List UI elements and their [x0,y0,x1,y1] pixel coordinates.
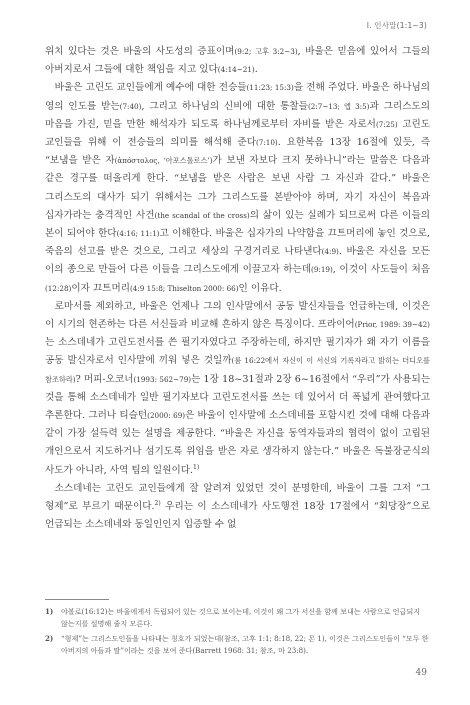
footnote [45,606,430,631]
text-run: 고린도 교인들을 위해 이 전승들의 의미를 해석해 준다 [45,118,430,149]
text-run: 소스데네는 고린도 교인들에게 잘 알려져 있었던 것이 분명한데, 바울이 그를 그저 “그 형제”로 부르기 때문이다. [45,482,430,513]
text-run: . 바울은 자신을 모든 이의 종으로 만들어 다른 이들을 그리스도에게 이끌고자 하는데 [45,246,430,276]
text-run: , 이것이 사도들이 처음 [332,264,431,276]
text-run: , 바울은 믿음에 있어서 그들의 아버지로서 그들에 대한 책임을 지고 있다 [45,46,430,76]
citation: (ἀπόστολος, ‘아포스톨로스’) [114,156,213,166]
text-run: 인 이유다. [238,282,282,294]
citation: (the scandal of the cross) [154,210,250,220]
footnote [45,633,430,658]
paragraph [45,79,430,297]
text-run: 우리는 이 소스데네가 사도행전 18장 17절에서 “회당장”으로 언급되는 소스데네와 동일인인지 입증할 수 없 [45,501,430,531]
citation: (2000: 69) [147,411,186,421]
text-run: 는 1장 18~31절과 2장 6~16절에서 “우리”가 사용되는 것을 통해 소스데네가 일반 필기자보다 고린도전서를 쓰는 데 있어서 더 폭넓게 관여했다고 추론한다. 그러나 티슬턴 [45,373,430,422]
paragraph [45,480,430,535]
citation: (9:19) [311,265,333,275]
footnote-text: “형제”는 그리스도인들을 나타내는 칭호가 되었는데(참조, 고후 1:1; 8:18, 22; 몬 1), 이것은 그리스도인들이 “모두 한 아버지의 아들과 딸”이라는 것을 보여 준다(Barrett 1968: 31; 참조, 마 23:8). [61,633,429,656]
citation: (4:14~21) [217,65,255,75]
text-run: 고 이해한다. 바울은 십자가의 나약함을 끄트머리에 놓인 것으로, 죽음의 선고를 받은 것으로, 그리고 세상의 구경거리로 나타낸다 [45,228,430,258]
text-run: 로마서를 제외하고, 바울은 언제나 그의 인사말에서 공동 발신자들을 언급하는데, 이것은 이 시기의 현존하는 다른 서신들과 비교해 흔하지 않은 특징이다. 프라이어 [45,300,430,331]
text-run: 이자 끄트머리 [71,282,130,294]
citation: (롬 16:22에서 자신이 이 서신의 기록자라고 밝히는 더디오를 참조하라) [45,356,430,384]
text-run: 과 그리스도의 마음을 가진, 믿을 만한 해석자가 되도록 하나님께로부터 자비를 받은 자로서 [45,100,430,130]
text-run: ? 머피-오코너 [75,373,134,385]
citation: (7:25) [375,119,398,129]
footnote-number: 2) [45,633,54,643]
text-run: 의 삶이 있는 실례가 되므로써 다른 이들의 본이 되어야 한다 [45,209,430,240]
citation: (2:7~13; 엡 3:5) [307,101,370,111]
text-run: . 요한복음 13장 16절에 있듯, 즉 “보냄을 받은 자 [45,137,430,167]
text-run: , 그리고 하나님의 신비에 대한 통찰들 [141,100,308,112]
footnote-ref: 2) [154,499,161,507]
paragraph [45,43,430,79]
text-run: . [254,64,258,76]
main-text [45,43,430,534]
paragraph [45,298,430,480]
citation: (7:40) [119,101,142,111]
citation: (11:23; 15:3) [246,83,294,93]
citation: (1993: 562~79) [133,374,192,384]
footnote-number: 1) [45,607,54,616]
text-run: 은 바울이 인사말에 소스데네를 포함시킨 것에 대해 다음과 같이 가장 설득력 있는 설명을 제공한다. “바울은 자신을 동역자들과의 협력이 없이 고립된 개인으로서 지도하거나 섬기도록 위임을 받은 자로 생각하지 않는다.” 바울은 독불장군식의 사도가 아니라, 사역 팀의 일원이다. [45,410,430,476]
citation: (4:16; 11:1) [116,229,160,239]
running-head: Ⅰ. 인사말(1:1~3) [366,21,427,30]
footnote-ref: 1) [193,463,200,471]
footnotes [45,606,430,660]
citation: (12:28) [45,283,72,293]
text-run: 가 보낸 자보다 크지 못하나니”라는 말씀은 다음과 같은 경구를 떠올리게 한다. “보냄을 받은 사람은 보낸 사람 그 자신과 같다.” 바울은 그리스도의 대사가 되기 위해서는 그가 그리스도를 본받아야 하며, 자기 자신이 복음과 십자가라는 충격적인 사건 [45,155,430,221]
text-run: 바울은 고린도 교인들에게 예수에 대한 전승들 [54,82,247,94]
text-run: 는 소스데네가 고린도전서를 쓴 필기자였다고 주장하는데, 하지만 필기자가 왜 자기 이름을 공동 발신자로서 인사말에 끼워 넣은 것일까 [45,337,430,367]
footnote-text: 야볼로(16:12)는 바울에게서 독립되어 있는 것으로 보이는데, 이것이 왜 그가 서신을 함께 보내는 사람으로 언급되지 않는지를 설명해 줄지 모른다. [61,607,421,629]
footnote-divider [45,599,109,600]
page-number: 49 [415,668,427,678]
text-run: 위치 있다는 것은 바울의 사도성의 증표이며 [45,46,235,57]
citation: (4:9 15:8; Thiselton 2000: 66) [129,283,239,293]
citation: (9:2; 고후 3:2~3) [234,47,298,56]
text-run: 을 전해 주었다. 바울은 하나님의 영의 인도를 받는 [45,82,431,112]
citation: (7:10) [255,138,278,148]
citation: (Prior, 1989: 39~42) [354,320,430,330]
citation: (4:9) [321,247,339,257]
